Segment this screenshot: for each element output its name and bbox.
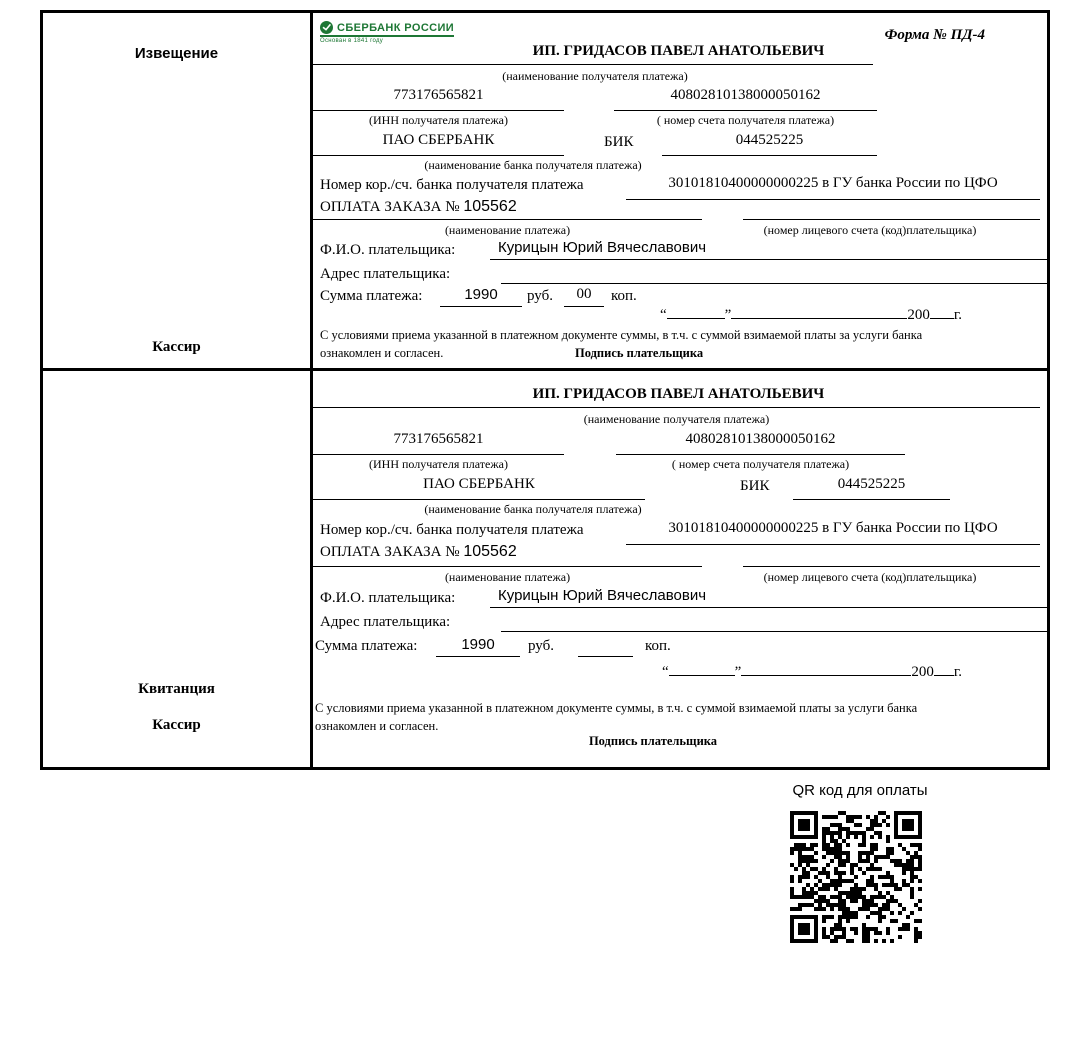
signature-label-2: Подпись плательщика [588, 734, 718, 748]
fio-label-2: Ф.И.О. плательщика: [320, 590, 456, 606]
corr-account-label-2: Номер кор./сч. банка получателя платежа [320, 522, 584, 538]
kop-label-1: коп. [611, 288, 637, 304]
sberbank-logo-tagline: Основан в 1841 году [320, 38, 384, 44]
stub-cashier-label-2: Кассир [152, 717, 201, 733]
stub-cashier-label-1: Кассир [152, 339, 201, 355]
hint-recipient-2: (наименование получателя платежа) [583, 412, 770, 426]
agreement-line1-2: С условиями приема указанной в платежном документе суммы, в т.ч. с суммой взимаемой платы за услуги банка [315, 701, 918, 715]
qr-caption: QR код для оплаты [792, 782, 928, 799]
year-g-1: г. [953, 307, 963, 323]
payer-address-field-2 [501, 610, 1048, 632]
inn-field-2: 773176565821 [313, 430, 564, 455]
kop-label-2: коп. [645, 638, 671, 654]
sberbank-logo [320, 21, 454, 44]
sum-label-1: Сумма платежа: [320, 288, 423, 304]
corr-account-label-1: Номер кор./сч. банка получателя платежа [320, 177, 584, 193]
bik-field-1: 044525225 [662, 131, 877, 156]
recipient-underline-1 [313, 64, 873, 65]
stub-notice-label: Извещение [134, 45, 219, 62]
order-number-1: 105562 [463, 198, 517, 215]
account-field-1: 40802810138000050162 [614, 86, 877, 111]
quote-open-1: “ [660, 307, 667, 323]
order-row-2 [320, 542, 517, 562]
sum-rub-field-2: 1990 [436, 635, 520, 657]
hint-inn-1: (ИНН получателя платежа) [369, 113, 508, 127]
payer-name-field-2: Курицын Юрий Вячеславович [490, 586, 1048, 608]
date-day-blank-2 [669, 660, 735, 676]
agreement-line2-2: ознакомлен и согласен. [315, 719, 439, 733]
corr-account-field-2: 30101810400000000225 в ГУ банка России по ЦФО [626, 519, 1040, 545]
order-row-1 [320, 197, 517, 217]
agreement-line1-1: С условиями приема указанной в платежном документе суммы, в т.ч. с суммой взимаемой платы за услуги банка [320, 328, 923, 342]
fio-label-1: Ф.И.О. плательщика: [320, 242, 456, 258]
recipient-name-2: ИП. ГРИДАСОВ ПАВЕЛ АНАТОЛЬЕВИЧ [532, 386, 825, 402]
hint-personal-2: (номер лицевого счета (код)плательщика) [763, 570, 977, 584]
stub-receipt-label: Квитанция [138, 681, 215, 697]
year-blank-2 [934, 660, 954, 676]
hint-payment-1: (наименование платежа) [444, 223, 571, 237]
date-line-2 [662, 660, 962, 682]
year-200-1: 200 [907, 307, 930, 323]
personal-acct-underline-1 [743, 219, 1040, 220]
quote-close-1: ” [724, 307, 732, 323]
sum-rub-field-1: 1990 [440, 285, 522, 307]
signature-label-1: Подпись плательщика [575, 346, 704, 360]
date-day-blank-1 [667, 303, 725, 319]
bik-label-2: БИК [740, 478, 770, 494]
sum-kop-field-1: 00 [564, 285, 604, 307]
year-200-2: 200 [911, 664, 934, 680]
order-number-2: 105562 [463, 543, 517, 560]
rub-label-2: руб. [528, 638, 554, 654]
hint-recipient-1: (наименование получателя платежа) [502, 69, 688, 83]
quote-close-2: ” [734, 664, 742, 680]
order-label-2: ОПЛАТА ЗАКАЗА № [320, 544, 460, 560]
sum-label-2: Сумма платежа: [315, 638, 418, 654]
year-blank-1 [930, 303, 954, 319]
payment-name-underline-1 [313, 219, 702, 220]
hint-payment-2: (наименование платежа) [444, 570, 571, 584]
rub-label-1: руб. [527, 288, 553, 304]
qr-code [790, 811, 922, 943]
bank-name-field-2: ПАО СБЕРБАНК [313, 475, 645, 500]
order-label-1: ОПЛАТА ЗАКАЗА № [320, 199, 460, 215]
hint-personal-1: (номер лицевого счета (код)плательщика) [763, 223, 977, 237]
hint-account-1: ( номер счета получателя платежа) [656, 113, 835, 127]
hint-bank-1: (наименование банка получателя платежа) [424, 158, 642, 172]
payment-name-underline-2 [313, 566, 702, 567]
horizontal-divider [40, 368, 1050, 371]
hint-account-2: ( номер счета получателя платежа) [671, 457, 850, 471]
date-month-blank-2 [741, 660, 911, 676]
quote-open-2: “ [662, 664, 669, 680]
date-line-1 [660, 303, 962, 325]
sberbank-icon [320, 21, 333, 34]
form-number: Форма № ПД-4 [884, 27, 985, 43]
personal-acct-underline-2 [743, 566, 1040, 567]
agreement-line2-1: ознакомлен и согласен. [320, 346, 444, 360]
bik-label-1: БИК [604, 134, 634, 150]
payer-address-field-1 [501, 262, 1048, 284]
bik-field-2: 044525225 [793, 475, 950, 500]
bank-name-field-1: ПАО СБЕРБАНК [313, 131, 564, 156]
date-month-blank-1 [731, 303, 907, 319]
hint-bank-2: (наименование банка получателя платежа) [424, 502, 642, 516]
year-g-2: г. [953, 664, 963, 680]
account-field-2: 40802810138000050162 [616, 430, 905, 455]
recipient-underline-2 [313, 407, 1040, 408]
payer-name-field-1: Курицын Юрий Вячеславович [490, 238, 1048, 260]
corr-account-field-1: 30101810400000000225 в ГУ банка России по ЦФО [626, 174, 1040, 200]
sberbank-logo-text: СБЕРБАНК РОССИИ [337, 21, 455, 34]
recipient-name-1: ИП. ГРИДАСОВ ПАВЕЛ АНАТОЛЬЕВИЧ [532, 43, 825, 59]
address-label-2: Адрес плательщика: [320, 614, 451, 630]
sum-kop-field-2 [578, 635, 633, 657]
inn-field-1: 773176565821 [313, 86, 564, 111]
hint-inn-2: (ИНН получателя платежа) [369, 457, 508, 471]
address-label-1: Адрес плательщика: [320, 266, 451, 282]
